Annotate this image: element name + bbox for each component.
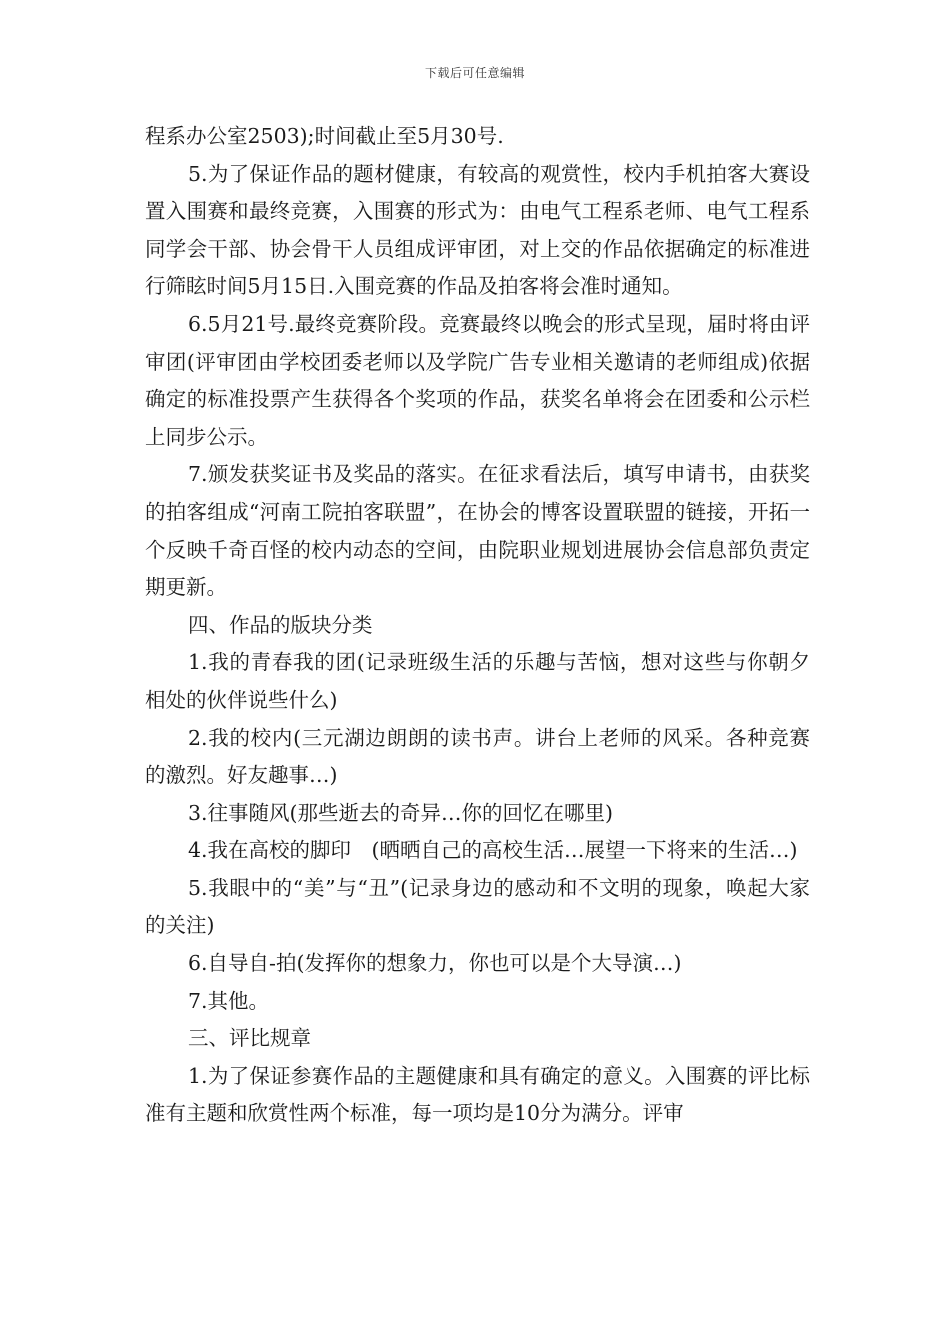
list-item: 4.我在高校的脚印 (晒晒自己的高校生活…展望一下将来的生活…): [188, 838, 798, 863]
list-item: 1.我的青春我的团(记录班级生活的乐趣与苦恼，想对这些与你朝夕相处的伙伴说些什么): [145, 650, 810, 712]
section-heading: 四、作品的版块分类: [188, 612, 373, 637]
paragraph: 5.为了保证作品的题材健康，有较高的观赏性，校内手机拍客大赛设置入围赛和最终竞赛，入围赛的形式为：由电气工程系老师、电气工程系同学会干部、协会骨干人员组成评审团，对上交的作品依据确定的标准进行筛眩时间5月15日.入围竞赛的作品及拍客将会准时通知。: [145, 161, 810, 299]
paragraph: 7.颁发获奖证书及奖品的落实。在征求看法后，填写申请书，由获奖的拍客组成“河南工院拍客联盟”，在协会的博客设置联盟的链接，开拓一个反映千奇百怪的校内动态的空间，由院职业规划进展协会信息部负责定期更新。: [145, 462, 810, 600]
section-heading: 三、评比规章: [188, 1026, 311, 1051]
list-item: 3.往事随风(那些逝去的奇异…你的回忆在哪里): [188, 800, 614, 825]
document-body: [145, 118, 810, 1133]
paragraph: 程系办公室2503);时间截止至5月30号.: [145, 124, 504, 148]
paragraph: 6.5月21号.最终竞赛阶段。竞赛最终以晚会的形式呈现，届时将由评审团(评审团由学校团委老师以及学院广告专业相关邀请的老师组成)依据确定的标准投票产生获得各个奖项的作品，获奖名单将会在团委和公示栏上同步公示。: [145, 311, 810, 449]
list-item: 7.其他。: [188, 988, 270, 1013]
paragraph: 1.为了保证参赛作品的主题健康和具有确定的意义。入围赛的评比标准有主题和欣赏性两个标准，每一项均是10分为满分。评审: [145, 1063, 810, 1126]
list-item: 2.我的校内(三元湖边朗朗的读书声。讲台上老师的风采。各种竞赛的激烈。好友趣事…): [145, 725, 810, 788]
page-header: 下载后可任意编辑: [424, 66, 525, 80]
list-item: 5.我眼中的“美”与“丑”(记录身边的感动和不文明的现象，唤起大家的关注): [145, 875, 810, 938]
list-item: 6.自导自-拍(发挥你的想象力，你也可以是个大导演…): [188, 951, 682, 976]
